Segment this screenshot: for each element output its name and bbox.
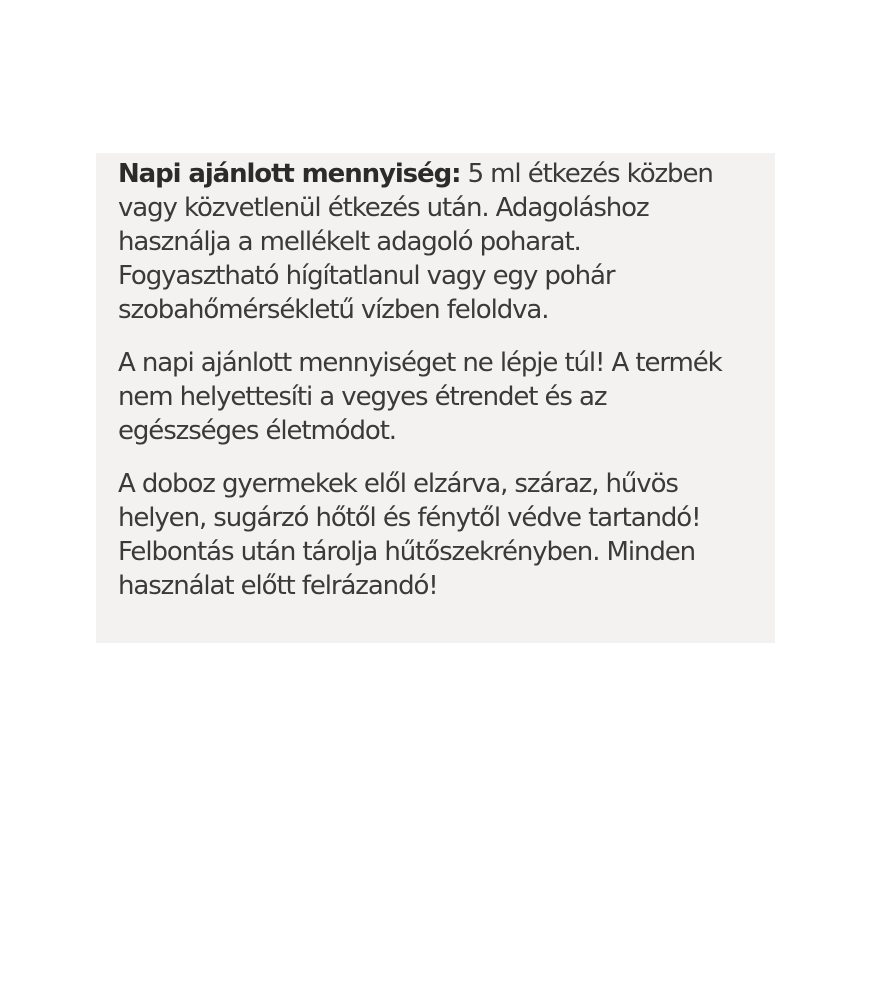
- warning-line-1: A napi ajánlott mennyiséget ne lépje túl! A termék: [118, 348, 722, 378]
- info-panel: [96, 153, 775, 643]
- storage-line-2: helyen, sugárzó hőtől és fénytől védve tartandó!: [118, 503, 701, 533]
- warning-line-3: egészséges életmódot.: [118, 416, 396, 446]
- dosage-paragraph: [118, 157, 775, 327]
- storage-line-3: Felbontás után tárolja hűtőszekrényben. Minden: [118, 537, 696, 567]
- dosage-line-3: használja a mellékelt adagoló poharat.: [118, 227, 581, 257]
- storage-line-4: használat előtt felrázandó!: [118, 571, 438, 601]
- dosage-line-1-text: 5 ml étkezés közben: [460, 159, 713, 189]
- storage-line-1: A doboz gyermekek elől elzárva, száraz, hűvös: [118, 469, 678, 499]
- dosage-line-5: szobahőmérsékletű vízben feloldva.: [118, 295, 549, 325]
- dosage-line-1: [118, 157, 775, 191]
- dosage-line-4: Fogyasztható hígítatlanul vagy egy pohár: [118, 261, 615, 291]
- dosage-label: Napi ajánlott mennyiség:: [118, 159, 461, 189]
- dosage-line-2: vagy közvetlenül étkezés után. Adagoláshoz: [118, 193, 649, 223]
- warning-paragraph: [118, 346, 775, 448]
- warning-line-2: nem helyettesíti a vegyes étrendet és az: [118, 382, 607, 412]
- storage-paragraph: [118, 467, 775, 603]
